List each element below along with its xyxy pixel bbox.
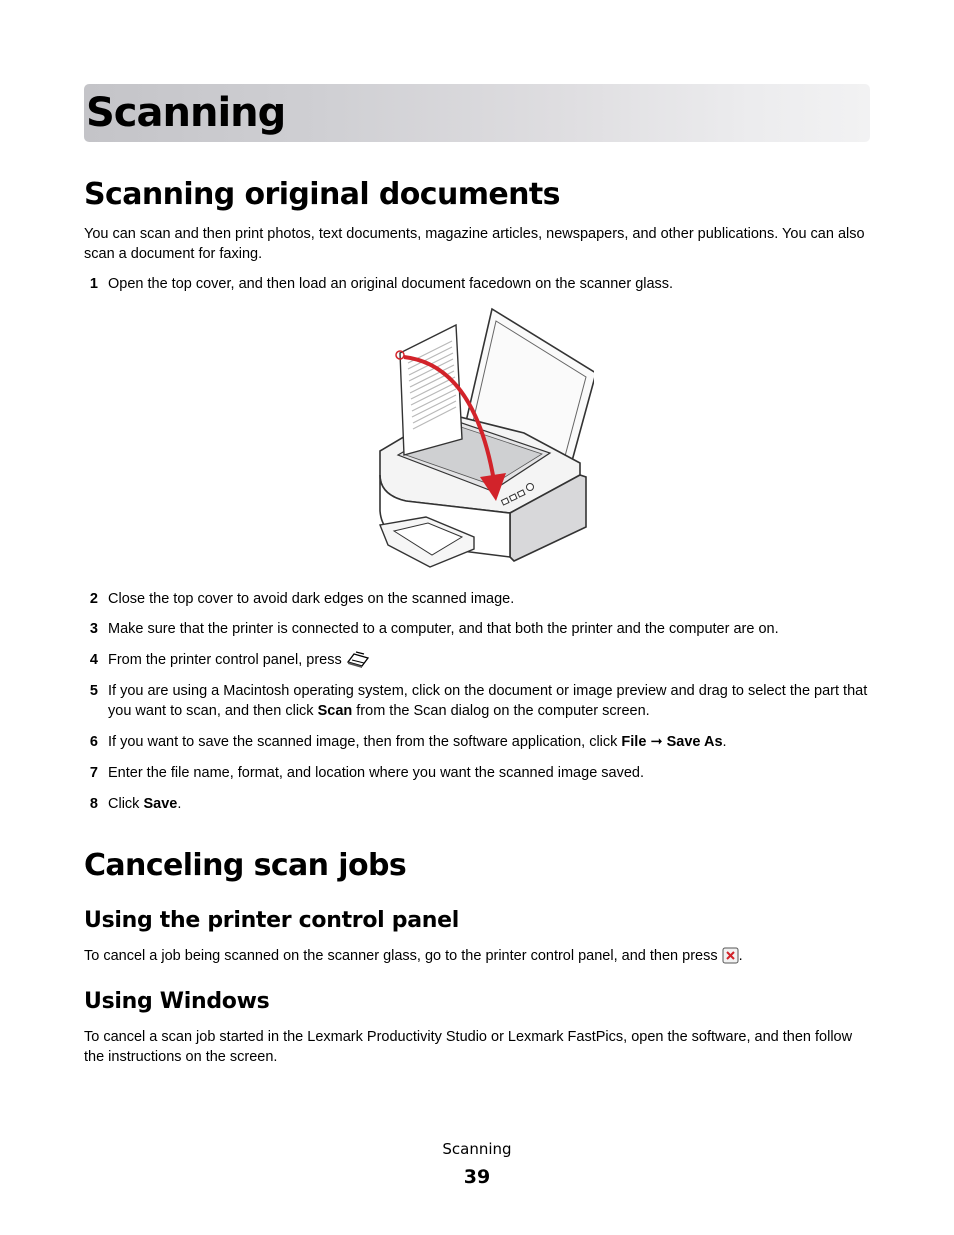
save-as-label: Save As — [666, 734, 723, 750]
step-text: Open the top cover, and then load an original document facedown on the scanner glass. — [108, 276, 674, 292]
step-text: Make sure that the printer is connected to a computer, and that both the printer and the computer are on. — [108, 621, 779, 637]
step-number: 3 — [89, 621, 98, 637]
subsection-text-end: . — [738, 948, 743, 964]
subsection-text-body: To cancel a job being scanned on the scanner glass, go to the printer control panel, and then press — [84, 948, 718, 964]
subsection-title-printer-control-panel: Using the printer control panel — [84, 908, 459, 933]
step-5 — [84, 681, 874, 721]
printer-illustration — [374, 305, 594, 577]
step-3 — [84, 619, 874, 639]
step-number: 7 — [89, 765, 98, 781]
step-number: 5 — [89, 683, 98, 699]
step-text: Close the top cover to avoid dark edges on the scanned image. — [108, 591, 515, 607]
step-number: 1 — [89, 276, 98, 292]
scan-label: Scan — [317, 703, 353, 719]
footer-chapter-label: Scanning — [442, 1140, 512, 1158]
step-text: . — [722, 734, 727, 750]
cancel-button-icon — [722, 947, 739, 964]
step-7 — [84, 763, 874, 783]
step-text: . — [177, 796, 182, 812]
step-text: If you want to save the scanned image, then from the software application, click — [108, 734, 622, 750]
step-text: Enter the file name, format, and location where you want the scanned image saved. — [108, 765, 645, 781]
subsection-title-using-windows: Using Windows — [84, 989, 270, 1014]
chapter-title: Scanning — [86, 90, 286, 136]
scan-button-icon — [346, 650, 370, 668]
subsection-text — [84, 946, 874, 966]
section-title-canceling-scan-jobs: Canceling scan jobs — [84, 848, 407, 883]
step-2 — [84, 589, 874, 609]
save-label: Save — [143, 796, 178, 812]
step-number: 4 — [89, 652, 98, 668]
step-number: 2 — [89, 591, 98, 607]
subsection-text: To cancel a scan job started in the Lexmark Productivity Studio or Lexmark FastPics, open the software, and then follow the instructions on the screen. — [84, 1029, 853, 1065]
file-menu-label: File — [621, 734, 647, 750]
step-text: Click — [108, 796, 144, 812]
step-8 — [84, 794, 874, 814]
step-6 — [84, 732, 874, 752]
step-text: From the printer control panel, press — [108, 652, 342, 668]
menu-arrow-icon: ➞ — [650, 734, 663, 750]
section-title-scanning-original-documents: Scanning original documents — [84, 177, 560, 212]
section-intro: You can scan and then print photos, text documents, magazine articles, newspapers, and other publications. You can also scan a document for faxing. — [84, 226, 865, 262]
step-number: 8 — [89, 796, 98, 812]
page-number: 39 — [463, 1166, 491, 1188]
step-1 — [84, 274, 874, 294]
step-text: from the Scan dialog on the computer screen. — [352, 703, 650, 719]
step-text: If you are using a Macintosh operating system, click on the document or image preview and drag to select the part that you want to scan, and then click — [108, 683, 868, 719]
step-4 — [84, 650, 874, 670]
step-number: 6 — [89, 734, 98, 750]
